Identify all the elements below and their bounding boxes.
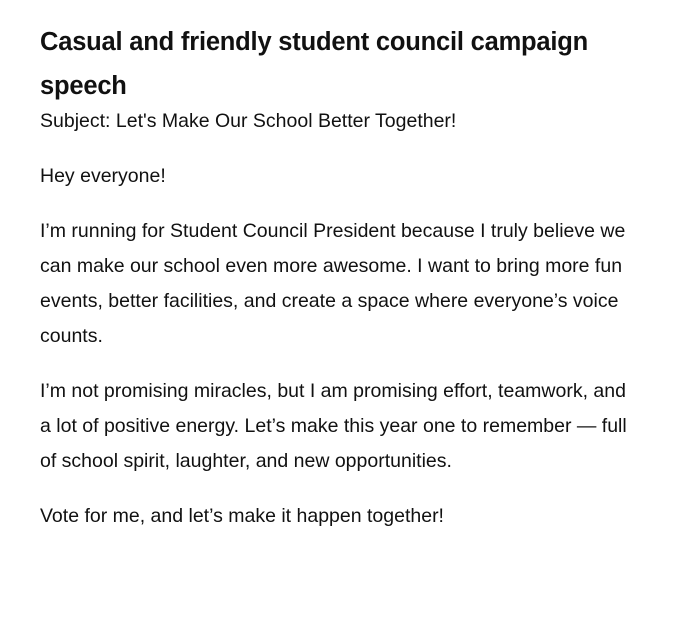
document-title: Casual and friendly student council campaign speech (40, 28, 589, 100)
body-paragraph-2: I’m not promising miracles, but I am promising effort, teamwork, and a lot of positive energy. Let’s make this year one to remember — full of school spirit, laughter, and new opportunities. (40, 380, 627, 472)
subject-line: Subject: Let's Make Our School Better Together! (40, 110, 457, 132)
greeting-paragraph: Hey everyone! (40, 165, 166, 187)
document-body (40, 20, 640, 534)
body-paragraph-1: I’m running for Student Council President because I truly believe we can make our school even more awesome. I want to bring more fun events, better facilities, and create a space where everyone’s voice counts. (40, 220, 626, 347)
closing-paragraph: Vote for me, and let’s make it happen together! (40, 505, 444, 527)
